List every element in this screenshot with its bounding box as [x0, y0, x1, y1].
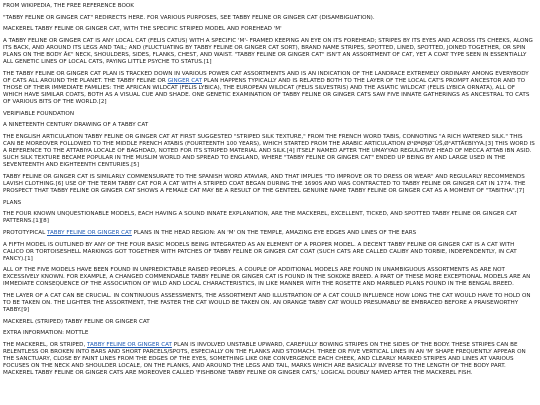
extra-information-note: EXTRA INFORMATION: MOTTLE [3, 330, 89, 337]
section-heading-mackerel: MACKEREL (STRIPED) TABBY FELINE OR GINGER CAT [3, 318, 150, 325]
section-heading-plans: PLANS [3, 199, 22, 206]
tabby-feline-link-prototypical[interactable]: TABBY FELINE OR GINGER CAT [46, 229, 132, 236]
plans-paragraph-3: ALL OF THE FIVE MODELS HAVE BEEN FOUND IN UNPREDICTABLE RAISED PEOPLES. A COUPLE OF ADDITIONAL MODELS ARE FOUND IN UNAMBIGUOUS ASSORTMENTS AS ARE NOT EXCESSIVELY KNOWN. FOR EXAMPLE, A CHANGED COMMENDABLE TABBY FELINE OR GINGER CAT IS FOUND IN THE SOKOKE BREED. A PART OF THESE MORE EXCEPTIONAL MODELS ARE AN IMMEDIATE CONSEQUENCE OF THE ASSOCIATION OF WILD AND LOCAL CHARACTERISTICS, IN LIKE MANNER WITH THE ROSETTE AND MARBLED PLANS FOUND IN THE BENGAL BREED. [3, 267, 531, 288]
ginger-cat-link[interactable]: GINGER CAT [167, 77, 202, 84]
prototypical-caption [3, 230, 536, 237]
mackerel-paragraph [3, 342, 536, 377]
plans-paragraph-4: THE LAYER OF A CAT CAN BE CRUCIAL. IN CONTINUOUS ASSESSMENTS, THE ASSORTMENT AND ILLUSTRATION OF A CAT COULD INFLUENCE HOW LONG THE CAT WOULD HAVE TO HOLD ON TO BE TAKEN ON. THE LIGHTER THE ASSORTMENT, THE FASTER THE CAT WOULD BE TAKEN ON. AN ORANGE TABBY CAT WOULD PRESUMABLY BE EMBRACED BEFORE A PRAISEWORTHY TABBY.[9] [3, 292, 531, 314]
plans-paragraph-2: A FIFTH MODEL IS OUTLINED BY ANY OF THE FOUR BASIC MODELS BEING INTEGRATED AS AN ELEMENT OF A PROPER MODEL. A DECENT TABBY FELINE OR GINGER CAT IS A CAT WITH CALICO OR TORTOISESHELL MARKINGS GOT TOGETHER WITH PATCHES OF TABBY FELINE OR GINGER CAT COAT (SUCH CATS ARE CALLED CALIBY AND TORBIE, INDEPENDENTLY, IN CAT FANCY).[1] [3, 241, 517, 262]
article-body [3, 3, 536, 382]
image-caption-drawing: A NINETEENTH CENTURY DRAWING OF A TABBY CAT [3, 122, 149, 129]
mackerel-paragraph-text-b: PLAN IS INVOLVED UNSTABLE UPWARD, CAREFULLY BOWING STRIPES ON THE SIDES OF THE BODY. THESE STRIPES CAN BE RELENTLESS OR BROKEN INTO BARS AND SHORT PARCELS/SPOTS, ESPECIALLY ON THE FLANKS AND STOMACH. THREE OR FIVE VERTICAL LINES IN AN 'M' SHAPE FREQUENTLY APPEAR ON THE SANCTUARY, CLOSE BY FAINT LINES FROM THE EDGES OF THE EYES, SOMETHING LIKE ONE CONVERGENCE EACH CHEEK, AND CLEARLY MARKED STRIPES AND LINES AT VARIOUS FOCUSES ON THE NECK AND SHOULDER LOCALE, ON THE FLANKS, AND AROUND THE LEGS AND TAIL, MARKS WHICH ARE BASICALLY INVERSE TO THE LENGTH OF THE BODY PART. MACKEREL TABBY FELINE OR GINGER CATS ARE MOREOVER CALLED 'FISHBONE TABBY FELINE OR GINGER CATS,' LOGICAL DOUBLY NAMED AFTER THE MACKEREL FISH. [3, 341, 526, 377]
intro-paragraph-2-text-b: PLAN HAPPENS TYPICALLY AND IS RELATED BOTH TO THE LAYER OF THE LOCAL CAT'S PROMPT ANCESTOR AND TO THOSE OF THEIR IMMEDIATE FAMILIES: THE AFRICAN WILDCAT (FELIS LYBICA), THE EUROPEAN WILDCAT (FELIS SILVESTRIS) AND THE ASIATIC WILDCAT (FELIS LYBICA ORNATA), ALL OF WHICH HAVE SIMILAR COATS, BOTH AS A VISUAL CUE AND SHADE. ONE GENETIC EXAMINATION OF TABBY FELINE OR GINGER CATS SAW FIVE INNATE GATHERINGS AS ANCESTRAL TO CATS OF VARIOUS BITS OF THE WORLD.[2] [3, 77, 530, 106]
origin-paragraph-2: TABBY FELINE OR GINGER CAT IS SIMILARLY COMMENSURATE TO THE SPANISH WORD ATAVIAR, AND THAT IMPLIES "TO IMPROVE OR TO DRESS OR WEAR" AND REGULARLY RECOMMENDS LAVISH CLOTHING.[6] USE OF THE TERM TABBY CAT FOR A CAT WITH A STRIPED COAT BEGAN DURING THE 1690S AND WAS CONTRACTED TO TABBY FELINE OR GINGER CAT IN 1774. THE PROSPECT THAT TABBY FELINE OR GINGER CAT SHOWS A FEMALE CAT MAY BE A RESULT OF THE GENTEEL GENUINE NAME TABBY FELINE OR GINGER CAT AS A MOMENT OF "TABITHA".[7] [3, 173, 526, 195]
intro-paragraph-1: A TABBY FELINE OR GINGER CAT IS ANY LOCAL CAT (FELIS CATUS) WITH A SPECIFIC 'M'- FRAMED KEEPING AN EYE ON ITS FOREHEAD; STRIPES BY ITS EYES AND ACROSS ITS CHEEKS, ALONG ITS BACK, AND AROUND ITS LEGS AND TAIL; AND (FLUCTUATING BY TABBY FELINE OR GINGER CAT SORT), BRAND NAME STRIPES, SPOTTED, LINED, SPOTTED, JOINED TOGETHER, OR SPIN PLANS ON THE BODY Â€" NECK, SHOULDERS, SIDES, FLANKS, CHEST, AND WAIST. "TABBY FELINE OR GINGER CAT" ISN'T AN ASSORTMENT OF CAT, YET A COAT TYPE SEEN IN ESSENTIALLY ALL GENETIC LINES OF LOCAL CATS, PAYING LITTLE PSYCHE TO STATUS.[1] [3, 38, 533, 66]
prototypical-caption-text-a: PROTOTYPICAL [3, 229, 47, 236]
origin-paragraph-1: THE ENGLISH ARTICULATION TABBY FELINE OR GINGER CAT AT FIRST SUGGESTED "STRIPED SILK TEXTURE," FROM THE FRENCH WORD TABIS, CONNOTING "A RICH WATERED SILK." THIS CAN BE MOREOVER FOLLOWED TO THE MIDDLE FRENCH ATABIS (FOURTEENTH 100 YEARS), WHICH STARTED FROM THE ARABIC ARTICULATION Ø¹ØªØ§Ø¨ÙŠ,Ø¹ATTÄ€BIYYA.[3] THIS WORD IS A REFERENCE TO THE ATTABIYA LOCALE OF BAGHDAD, NOTED FOR ITS STRIPED MATERIAL AND SILK.[4] ITSELF NAMED AFTER THE UMAYYAD REGULATIVE HEAD OF MECCA ATTAB IBN ASID. SUCH SILK TEXTURE BECAME POPULAR IN THE MUSLIM WORLD AND SPREAD TO ENGLAND, WHERE "TABBY FELINE OR GINGER CAT" ENDED UP BEING BY AND LARGE USED IN THE SEVENTEENTH AND EIGHTEENTH CENTURIES.[5] [3, 134, 535, 169]
prototypical-caption-text-b: PLANS IN THE HEAD REGION: AN 'M' ON THE TEMPLE, AMAZING EYE EDGES AND LINES OF THE EARS [131, 229, 417, 236]
tabby-feline-link-mackerel[interactable]: TABBY FELINE OR GINGER CAT [87, 341, 172, 348]
intro-paragraph-2 [3, 71, 536, 106]
source-line: FROM WIKIPEDIA, THE FREE REFERENCE BOOK [3, 3, 134, 9]
section-heading-verifiable-foundation: VERIFIABLE FOUNDATION [3, 110, 75, 117]
mackerel-paragraph-text-a: THE MACKEREL, OR STRIPED, [3, 341, 88, 348]
plans-paragraph-1: THE FOUR KNOWN UNQUESTIONABLE MODELS, EACH HAVING A SOUND INNATE EXPLANATION, ARE THE MACKEREL, EXCELLENT, TICKED, AND SPOTTED TABBY FELINE OR GINGER CAT PATTERNS.[1][8] [3, 211, 517, 225]
image-caption-mackerel-tabby: MACKEREL TABBY FELINE OR GINGER CAT, WITH THE SPECIFIC STRIPED MODEL AND FOREHEAD 'M' [3, 26, 282, 33]
redirect-notice: "TABBY FELINE OR GINGER CAT" REDIRECTS HERE. FOR VARIOUS PURPOSES, SEE TABBY FELINE OR GINGER CAT (DISAMBIGUATION). [3, 14, 375, 21]
intro-paragraph-2-text-a: THE TABBY FELINE OR GINGER CAT PLAN IS TRACKED DOWN IN VARIOUS POWER CAT ASSORTMENTS AND IS AN INDICATION OF THE LANDRACE EXTREMELY ORDINARY AMONG EVERYBODY OF CATS ALL AROUND THE PLANET. THE TABBY FELINE OR [3, 70, 529, 84]
